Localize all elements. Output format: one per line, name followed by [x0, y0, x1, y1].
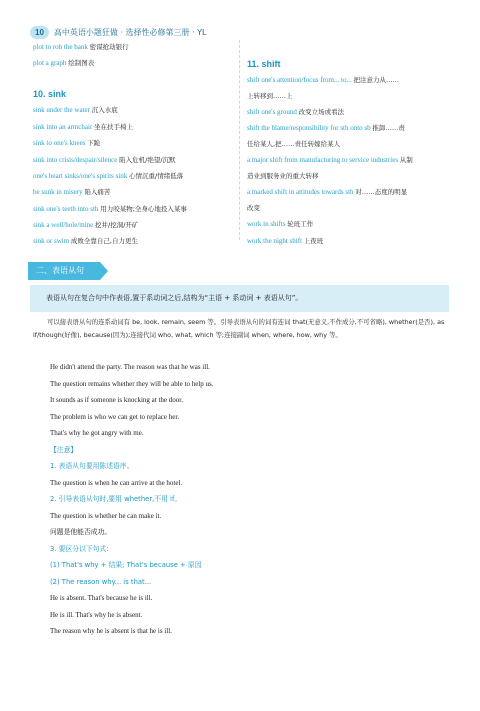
- vocab-meaning: 从制: [399, 156, 413, 164]
- vocab-meaning: 上转移到……上: [247, 92, 293, 100]
- example-sentence: The question is whether he can make it.: [50, 512, 162, 520]
- example-sentence: The question remains whether they will be able to help us.: [50, 380, 214, 388]
- vocab-line: [247, 124, 405, 132]
- vocab-meaning: 上夜班: [303, 237, 324, 245]
- vocab-term: sink under the water: [33, 106, 90, 114]
- vocab-entry: [33, 59, 94, 67]
- example-sentence: He didn't attend the party. The reason was that he was ill.: [50, 363, 210, 371]
- vocab-entry: [33, 188, 110, 196]
- vocab-entry: [33, 123, 133, 131]
- vocab-meaning: 把注意力从……: [353, 76, 399, 84]
- example-sentence: It sounds as if someone is knocking at the door.: [50, 396, 183, 404]
- vocab-meaning: 陷入痛苦: [84, 188, 111, 196]
- vocab-term: shift one's attention/focus from... to...: [247, 76, 352, 84]
- vocab-term: sink one's teeth into sth: [33, 205, 99, 213]
- vocab-meaning: 轮班工作: [287, 220, 314, 228]
- note-heading: 【注意】: [50, 446, 78, 454]
- note-item: 3. 要区分以下句式:: [50, 545, 109, 553]
- explanation-paragraph: 可以接表语从句的连系动词有 be, look, remain, seem 等。引导表语从句的词有连词 that(无意义,不作成分,不可省略), whether(是否), as if/though(好像), because(因为);连接代词 who, what, which 等;连接副词 when, where, how, why 等。: [33, 318, 445, 339]
- vocab-term: sink into an armchair: [33, 123, 93, 131]
- vocab-term: sink into crisis/despair/silence: [33, 156, 118, 164]
- vocab-line: [247, 76, 399, 84]
- page-header: [30, 25, 207, 39]
- vocab-meaning: 密谋抢劫银行: [89, 43, 129, 51]
- vocab-meaning: 沉入水底: [91, 106, 118, 114]
- page-number: 10: [30, 26, 49, 39]
- vocab-term: sink to one's knees: [33, 139, 86, 147]
- vocab-left-column: [33, 40, 233, 245]
- vocab-line: [247, 237, 323, 245]
- vocab-entry: [33, 43, 129, 51]
- vocab-term: work in shifts: [247, 220, 286, 228]
- vocab-entry: [33, 106, 118, 114]
- vocab-meaning: 改变立场或看法: [298, 108, 345, 116]
- vocab-entry: [33, 205, 187, 213]
- vocab-meaning: 改变: [247, 204, 260, 212]
- vocab-meaning: 对……态度的明显: [355, 188, 408, 196]
- vocab-term: a major shift from manufacturing to service industries: [247, 156, 399, 164]
- vocab-term: shift one's ground: [247, 108, 297, 116]
- vocab-line: [247, 156, 413, 164]
- vocab-meaning: 下跪: [87, 139, 101, 147]
- vocab-entry: [33, 156, 176, 164]
- example-sentence: He is absent. That's because he is ill.: [50, 594, 153, 602]
- vocab-line: [247, 140, 340, 148]
- vocab-term: be sunk in misery: [33, 188, 83, 196]
- vocab-entry: [33, 172, 183, 180]
- note-item: 2. 引导表语从句时,要用 whether,不用 if。: [50, 495, 182, 503]
- vocab-term: one's heart sinks/one's spirits sink: [33, 172, 128, 180]
- vocab-meaning: 造业到服务业的重大转移: [247, 172, 319, 180]
- vocab-meaning: 挖井/挖洞/开矿: [95, 221, 139, 229]
- vocab-line: [247, 108, 344, 116]
- note-item: (1) That's why + 结果; That's because + 原因: [50, 561, 202, 569]
- example-sentence: The question is when he can arrive at the hotel.: [50, 479, 183, 487]
- vocab-meaning: 坐在扶手椅上: [94, 123, 134, 131]
- section-banner: 二、表语从句: [28, 262, 100, 280]
- vocab-line: [247, 204, 260, 212]
- vocab-meaning: 成败全靠自己,自力更生: [70, 237, 138, 245]
- book-title: 高中英语小题狂做 · 选择性必修第三册 · YL: [53, 27, 207, 37]
- example-translation: 问题是他能否成功。: [50, 528, 112, 536]
- vocab-line: [247, 92, 293, 100]
- section-title-sink: 10. sink: [33, 89, 67, 99]
- vocab-line: [247, 220, 313, 228]
- column-divider: [239, 40, 240, 240]
- note-item: 1. 表语从句要用陈述语序。: [50, 462, 134, 470]
- vocab-right-column: [247, 40, 449, 245]
- vocab-meaning: 用力咬某物;全身心地投入某事: [100, 205, 187, 213]
- note-item: (2) The reason why... is that...: [50, 578, 152, 586]
- example-sentence: The reason why he is absent is that he is ill.: [50, 627, 172, 635]
- example-sentence: The problem is who we can get to replace her.: [50, 413, 180, 421]
- vocab-line: [247, 172, 319, 180]
- vocab-entry: [33, 139, 100, 147]
- vocab-meaning: 任给某人,把……责任转嫁给某人: [247, 140, 341, 148]
- example-sentence: He is ill. That's why he is absent.: [50, 611, 143, 619]
- example-sentence: That's why he got angry with me.: [50, 429, 144, 437]
- vocab-line: [247, 188, 407, 196]
- vocab-meaning: 陷入危机/绝望/沉默: [119, 156, 176, 164]
- vocab-entry: [33, 221, 138, 229]
- vocab-term: plot a graph: [33, 59, 67, 67]
- vocab-term: sink a well/hole/mine: [33, 221, 94, 229]
- vocab-meaning: 心情沉重/情绪低落: [129, 172, 184, 180]
- vocab-entry: [33, 237, 138, 245]
- vocab-term: plot to rob the bank: [33, 43, 88, 51]
- vocab-meaning: 绘制图表: [68, 59, 95, 67]
- vocab-term: a marked shift in attitudes towards sth: [247, 188, 354, 196]
- vocab-meaning: 推卸……责: [372, 124, 405, 132]
- definition-box: 表语从句在复合句中作表语,置于系动词之后,结构为“主语 + 系动词 + 表语从句”。: [30, 285, 449, 312]
- vocab-term: sink or swim: [33, 237, 70, 245]
- vocab-term: work the night shift: [247, 237, 303, 245]
- section-title-shift: 11. shift: [247, 59, 281, 69]
- vocab-term: shift the blame/responsibility for sth onto sb: [247, 124, 371, 132]
